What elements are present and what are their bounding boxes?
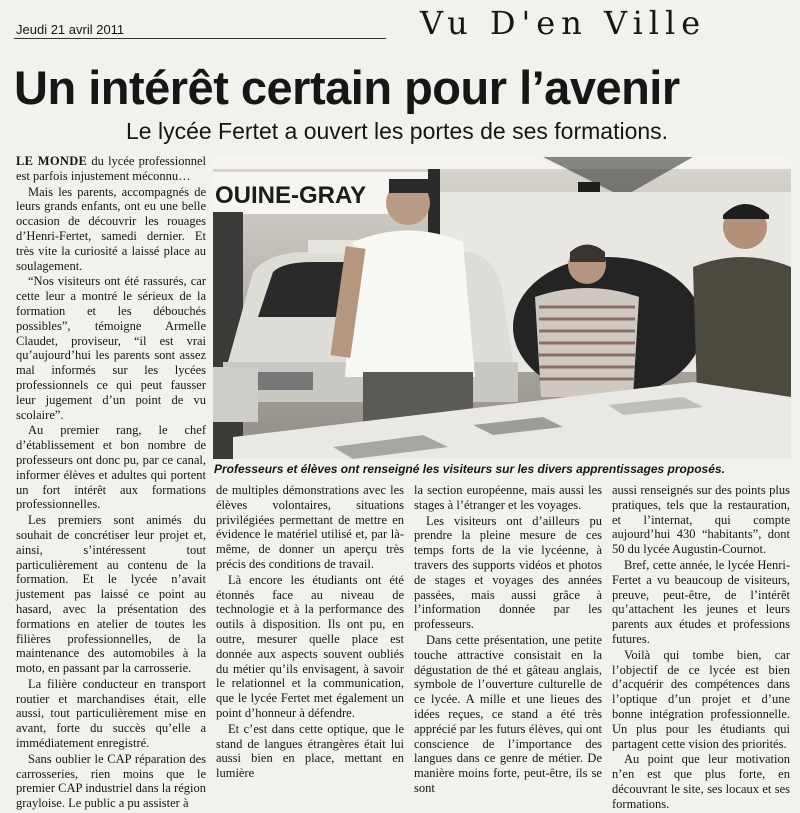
article-column-2: [216, 483, 404, 782]
article-column-3: [414, 483, 602, 797]
paragraph-10: Et c’est dans cette optique, que le stand de langues étrangères était lui aussi bien en place, mettant en lumière: [216, 721, 404, 781]
paragraph-4: Au premier rang, le chef d’établissement et bon nombre de professeurs ont donc pu, par ce canal, informer élèves et adultes qui portent un fort intérêt aux formations professionnelles.: [16, 423, 206, 512]
paragraph-11: la section européenne, mais aussi les stages à l’étranger et les voyages.: [414, 483, 602, 512]
paragraph-3: “Nos visiteurs ont été rassurés, car cette leur a montré le sérieux de la formation et les débouchés possibles”, témoigne Armelle Claudet, proviseur, “il est vrai qu’aujourd’hui les parents sont assez mal informés sur les lycées professionnels ce qui peut fausser leur jugement d’un point de vu scolaire”.: [16, 274, 206, 422]
paragraph-14: aussi renseignés sur des points plus pratiques, tels que la restauration, et l’internat, qui compte aujourd’hui 430 “habitants”, dont 50 du lycée Augustin-Cournot.: [612, 483, 790, 557]
news-photo: [213, 157, 791, 459]
photo-illustration: [213, 157, 791, 459]
issue-date: Jeudi 21 avril 2011: [16, 22, 125, 37]
headline: Un intérêt certain pour l’avenir: [14, 61, 680, 114]
article-column-4: [612, 483, 790, 813]
paragraph-15: Bref, cette année, le lycée Henri-Fertet a vu beaucoup de visiteurs, preuve, peut-être, de l’intérêt qu’attachent les jeunes et leurs parents aux études et professions futures.: [612, 557, 790, 646]
paragraph-6: La filière conducteur en transport routier et marchandises était, elle aussi, tout particulièrement mise en avant, forte du succès qu’elle a immédiatement enregistré.: [16, 676, 206, 751]
article-column-1: [16, 154, 206, 812]
paragraph-12: Les visiteurs ont d’ailleurs pu prendre la pleine mesure de ces temps forts de la vie lycéenne, à travers des supports vidéos et photos de stages et voyages des années passées, mais aussi grâce à l’information donnée par les professeurs.: [414, 513, 602, 632]
booth-sign-text: OUINE-GRAY: [215, 182, 367, 209]
paragraph-1: [16, 154, 206, 184]
header-rule: [14, 38, 386, 39]
paragraph-9: Là encore les étudiants ont été étonnés face au niveau de technologie et à la performance des outils à disposition. Ils ont pu, en outre, mesurer quelle place est donnée aux aspects souvent oubliés du métier qu’ils envisagent, à savoir le relationnel et la communication, que le lycée Fertet met également un point d’honneur à défendre.: [216, 572, 404, 720]
paragraph-13: Dans cette présentation, une petite touche attractive consistait en la dégustation de thé et gâteau anglais, symbole de l’ouverture culturelle de ce lycée. A mille et une lieues des idées reçues, ce stand a été très apprécié par les futurs élèves, qui ont conscience de l’importance des langues dans ce genre de métier. De manière moins forte, peut-être, ils se sont: [414, 632, 602, 795]
lead-in: LE MONDE: [16, 154, 88, 168]
paragraph-2: Mais les parents, accompagnés de leurs grands enfants, ont eu une belle occasion de découvrir les rouages d’Henri-Fertet, samedi dernier. Et très vite la curiosité a laissé place au soulagement.: [16, 184, 206, 273]
paragraph-1-text: du lycée professionnel est parfois injustement méconnu…: [16, 154, 206, 183]
photo-caption: Professeurs et élèves ont renseigné les visiteurs sur les divers apprentissages proposés.: [214, 462, 725, 476]
subheadline: Le lycée Fertet a ouvert les portes de ses formations.: [126, 118, 669, 144]
paragraph-5: Les premiers sont animés du souhait de concrétiser leur projet et, ainsi, s’intéressent tout particulièrement au contenu de la formation. Et le lycée n’avait justement pas laissé ce point au hasard, avec la présentation des formations en atelier de toutes les filières professionnelles, de la maintenance des automobiles à la moto, en passant par la carrosserie.: [16, 513, 206, 676]
paragraph-17: Au point que leur motivation n’en est que plus forte, en découvrant le site, ses locaux et ses formations.: [612, 752, 790, 811]
paragraph-8: de multiples démonstrations avec les élèves volontaires, situations privilégiées permettant de mettre en évidence le matériel utilisé et, par là-même, de donner un aperçu très précis des conditions de travail.: [216, 483, 404, 571]
paragraph-7: Sans oublier le CAP réparation des carrosseries, rien moins que le premier CAP industriel dans la région grayloise. Le public a pu assister à: [16, 751, 206, 811]
section-title: Vu D'en Ville: [420, 4, 707, 42]
paragraph-16: Voilà qui tombe bien, car l’objectif de ce lycée est bien d’acquérir des compétences dans l’optique d’un projet et d’une bonne intégration professionnelle. Un plus pour les étudiants qui partagent cette vision des priorités.: [612, 647, 790, 751]
